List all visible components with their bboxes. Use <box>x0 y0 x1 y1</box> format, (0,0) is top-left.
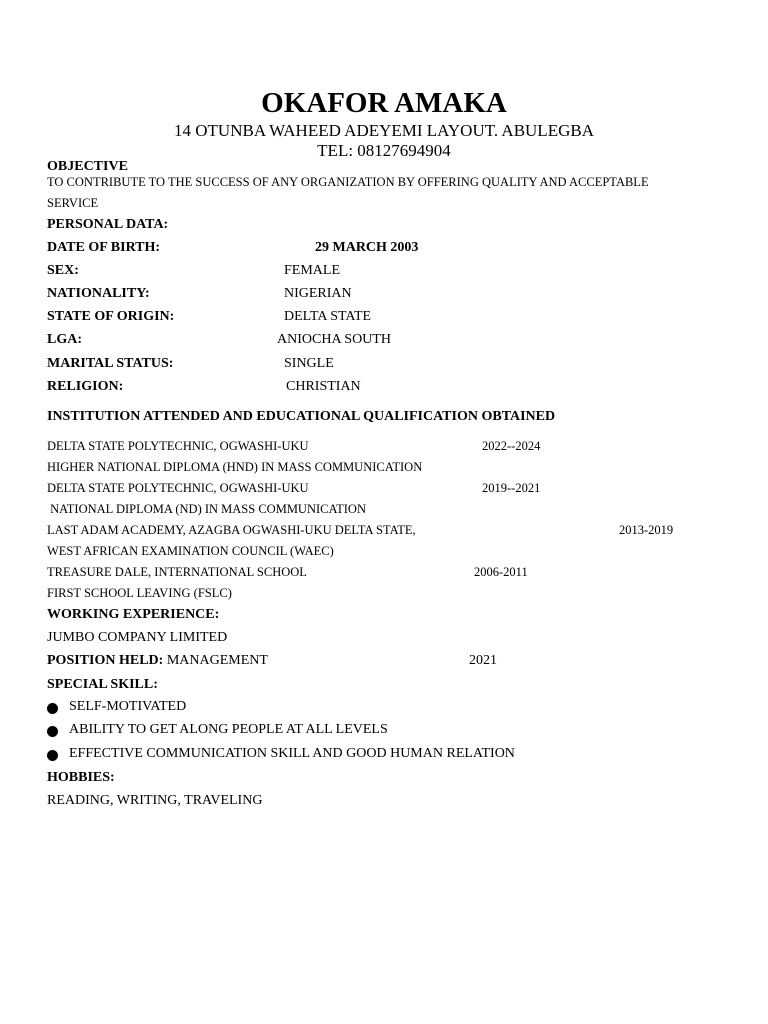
skill-item: SELF-MOTIVATED <box>69 699 187 714</box>
hobbies-heading: HOBBIES: <box>47 770 115 785</box>
work-year: 2021 <box>469 653 497 668</box>
nationality-label: NATIONALITY: <box>47 286 150 301</box>
lga-label: LGA: <box>47 332 82 347</box>
education-years: 2019--2021 <box>482 481 541 495</box>
skill-item: ABILITY TO GET ALONG PEOPLE AT ALL LEVELS <box>69 722 388 737</box>
education-qualification: HIGHER NATIONAL DIPLOMA (HND) IN MASS COMMUNICATION <box>47 460 423 474</box>
dob-value: 29 MARCH 2003 <box>315 240 419 255</box>
cv-address: 14 OTUNBA WAHEED ADEYEMI LAYOUT. ABULEGBA <box>174 121 594 140</box>
education-years: 2006-2011 <box>474 565 528 579</box>
bullet-dot-icon <box>47 750 58 761</box>
skills-heading: SPECIAL SKILL: <box>47 677 158 692</box>
bullet-dot-icon <box>47 703 58 714</box>
education-school: DELTA STATE POLYTECHNIC, OGWASHI-UKU <box>47 481 309 495</box>
cv-name: OKAFOR AMAKA <box>261 87 507 119</box>
state-of-origin-value: DELTA STATE <box>284 309 372 324</box>
objective-heading: OBJECTIVE <box>47 159 128 174</box>
state-of-origin-label: STATE OF ORIGIN: <box>47 309 175 324</box>
education-qualification: WEST AFRICAN EXAMINATION COUNCIL (WAEC) <box>47 544 334 558</box>
nationality-value: NIGERIAN <box>284 286 352 301</box>
marital-status-value: SINGLE <box>284 356 334 371</box>
sex-value: FEMALE <box>284 263 340 278</box>
religion-value: CHRISTIAN <box>286 379 361 394</box>
education-school: LAST ADAM ACADEMY, AZAGBA OGWASHI-UKU DELTA STATE, <box>47 523 416 537</box>
education-school: DELTA STATE POLYTECHNIC, OGWASHI-UKU <box>47 439 309 453</box>
education-years: 2013-2019 <box>619 523 674 537</box>
work-heading: WORKING EXPERIENCE: <box>47 607 220 622</box>
sex-label: SEX: <box>47 263 79 278</box>
education-school: TREASURE DALE, INTERNATIONAL SCHOOL <box>47 565 307 579</box>
education-qualification: NATIONAL DIPLOMA (ND) IN MASS COMMUNICATION <box>47 502 366 516</box>
education-years: 2022--2024 <box>482 439 541 453</box>
work-position-value: MANAGEMENT <box>163 653 268 668</box>
dob-label: DATE OF BIRTH: <box>47 240 161 255</box>
skill-item: EFFECTIVE COMMUNICATION SKILL AND GOOD HUMAN RELATION <box>69 746 515 761</box>
work-company: JUMBO COMPANY LIMITED <box>47 630 228 645</box>
education-heading: INSTITUTION ATTENDED AND EDUCATIONAL QUALIFICATION OBTAINED <box>47 409 556 424</box>
education-qualification: FIRST SCHOOL LEAVING (FSLC) <box>47 586 232 600</box>
personal-data-heading: PERSONAL DATA: <box>47 217 169 232</box>
objective-text-line2: SERVICE <box>47 196 99 210</box>
work-position <box>47 654 268 668</box>
objective-text-line1: TO CONTRIBUTE TO THE SUCCESS OF ANY ORGANIZATION BY OFFERING QUALITY AND ACCEPTABLE <box>47 175 649 189</box>
marital-status-label: MARITAL STATUS: <box>47 356 174 371</box>
religion-label: RELIGION: <box>47 379 124 394</box>
hobbies-value: READING, WRITING, TRAVELING <box>47 793 263 808</box>
cv-telephone: TEL: 08127694904 <box>317 141 451 160</box>
lga-value: ANIOCHA SOUTH <box>277 332 391 347</box>
work-position-label: POSITION HELD: <box>47 653 164 668</box>
bullet-dot-icon <box>47 726 58 737</box>
